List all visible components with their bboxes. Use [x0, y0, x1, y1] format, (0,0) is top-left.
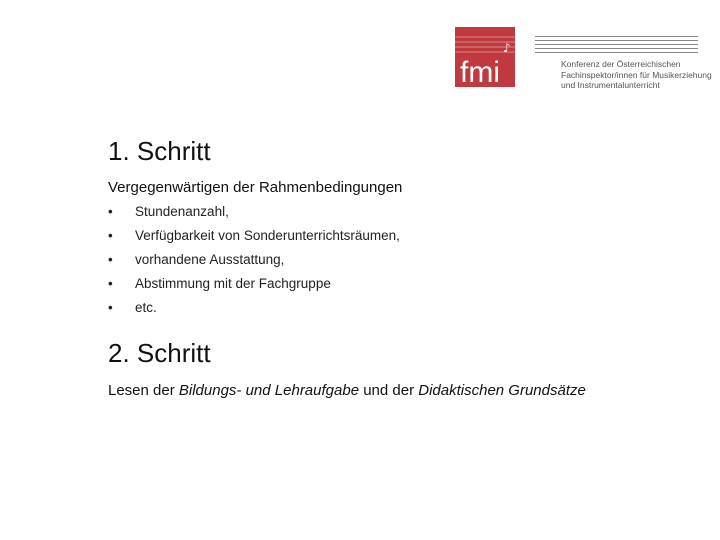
- fmi-logo-text: fmi: [460, 56, 500, 87]
- step2-text-middle: und der: [359, 382, 419, 399]
- step2-text: [108, 382, 586, 399]
- logo-org-line: Konferenz der Österreichischen: [561, 59, 681, 69]
- step1-subtitle: Vergegenwärtigen der Rahmenbedingungen: [108, 179, 403, 196]
- bullet-icon: •: [108, 252, 113, 267]
- bullet-icon: •: [108, 300, 113, 315]
- list-item-text: Abstimmung mit der Fachgruppe: [135, 276, 331, 291]
- logo-org-name: [561, 59, 711, 91]
- step2-text-italic: Didaktischen Grundsätze: [418, 382, 586, 399]
- logo-org-line: und Instrumentalunterricht: [561, 80, 660, 90]
- step2-title: 2. Schritt: [108, 338, 211, 368]
- list-item: [108, 298, 400, 322]
- list-item: [108, 226, 400, 250]
- list-item-text: vorhandene Ausstattung,: [135, 252, 285, 267]
- step1-title: 1. Schritt: [108, 136, 211, 166]
- fmi-logo: [455, 27, 515, 87]
- list-item-text: Verfügbarkeit von Sonderunterrichtsräumen,: [135, 228, 400, 243]
- bullet-icon: •: [108, 276, 113, 291]
- list-item: [108, 250, 400, 274]
- list-item-text: Stundenanzahl,: [135, 204, 229, 219]
- logo-staff-lines: [535, 36, 698, 56]
- list-item: [108, 274, 400, 298]
- bullet-icon: •: [108, 204, 113, 219]
- step2-text-italic: Bildungs- und Lehraufgabe: [178, 382, 360, 399]
- step1-bullet-list: [108, 202, 400, 322]
- logo-org-line: Fachinspektor/innen für Musikerziehung: [561, 69, 712, 80]
- step2-text-prefix: Lesen der: [108, 382, 179, 399]
- music-note-icon: ♪: [503, 41, 511, 55]
- list-item-text: etc.: [135, 300, 157, 315]
- fmi-logo-mark: [455, 27, 515, 87]
- bullet-icon: •: [108, 228, 113, 243]
- list-item: [108, 202, 400, 226]
